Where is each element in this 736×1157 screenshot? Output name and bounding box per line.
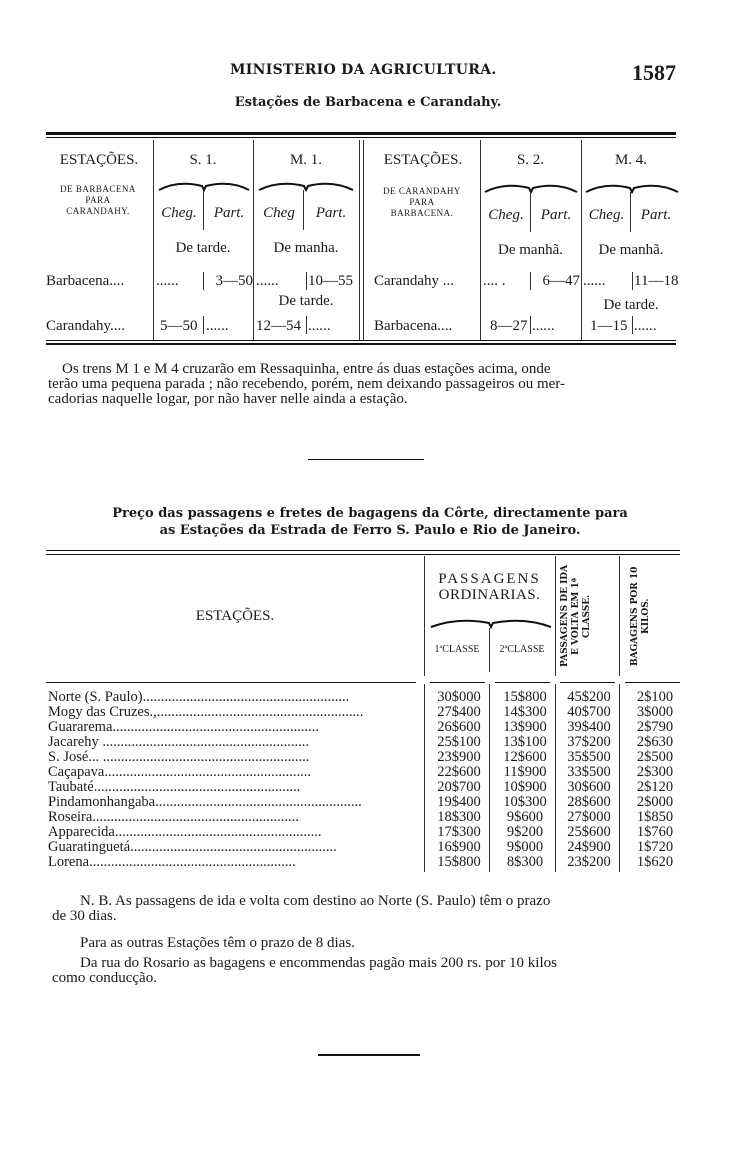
table1-top-rule [46, 132, 676, 135]
table1-top-rule-thin [46, 137, 676, 138]
time-cell: 12—54 [256, 318, 301, 334]
station-name: Lorena......................................................... [48, 855, 296, 870]
station-name: Mogy das Cruzes.,......................................................... [48, 705, 364, 720]
divider [530, 192, 531, 232]
station-name: Pindamonhangaba......................................................... [48, 795, 362, 810]
label-part: Part. [540, 207, 572, 223]
table-row [48, 855, 688, 870]
price-class2: 11$900 [503, 764, 547, 780]
table1-title: Estações de Barbacena e Carandahy. [234, 95, 502, 110]
brace-icon [430, 617, 552, 629]
price-return: 37$200 [567, 734, 611, 750]
divider [359, 140, 360, 340]
price-class2: 10$900 [503, 779, 547, 795]
period-label: De tarde. [175, 240, 231, 256]
divider [632, 316, 633, 334]
header-underline [495, 682, 550, 683]
station-name: Carandahy.... [46, 318, 125, 334]
brace-icon [585, 182, 679, 194]
table-row [48, 765, 688, 780]
price-class1: 23$900 [437, 749, 481, 765]
station-name: Roseira......................................................... [48, 810, 299, 825]
train-m1: M. 1. [289, 152, 323, 168]
price-baggage: 2$120 [636, 779, 674, 795]
divider [203, 316, 204, 334]
note-line: cadorias naquelle logar, por não haver nelle ainda a estação. [48, 391, 408, 407]
period-label: De manhã. [598, 242, 664, 258]
label-cheg: Cheg [263, 205, 295, 221]
direction-left [42, 184, 154, 217]
station-name: Guaratinguetá......................................................... [48, 840, 337, 855]
col-header-ordinary [424, 571, 555, 603]
price-baggage: 2$000 [636, 794, 674, 810]
price-class1: 20$700 [437, 779, 481, 795]
station-name: Guararema......................................................... [48, 720, 320, 735]
label-cheg: Cheg. [488, 207, 524, 223]
price-class2: 13$900 [503, 719, 547, 735]
divider [530, 272, 531, 290]
divider [303, 190, 304, 230]
direction-line: BARBACENA. [390, 208, 454, 218]
brace-icon [258, 180, 354, 192]
station-name: Barbacena.... [46, 273, 125, 289]
table-row [48, 705, 688, 720]
time-cell: .... . [483, 273, 506, 289]
direction-line: DE BARBACENA [60, 184, 136, 194]
divider [632, 272, 633, 290]
label-part: Part. [640, 207, 672, 223]
price-baggage: 1$760 [636, 824, 674, 840]
label-part: Part. [315, 205, 347, 221]
station-name: Jacarehy ......................................................... [48, 735, 309, 750]
running-title: MINISTERIO DA AGRICULTURA. [230, 62, 497, 78]
divider [555, 556, 556, 676]
other-note: Para as outras Estações têm o prazo de 8 dias. [80, 935, 355, 951]
price-baggage: 2$630 [636, 734, 674, 750]
title-line: Preço das passagens e fretes de bagagens da Côrte, directamente para [112, 506, 628, 521]
nb-line: de 30 dias. [52, 908, 117, 924]
period-label: De tarde. [603, 297, 659, 313]
divider [306, 316, 307, 334]
divider [203, 190, 204, 230]
price-class1: 16$900 [437, 839, 481, 855]
time-cell: ...... [256, 273, 279, 289]
table2-top-rule-2 [46, 554, 680, 555]
station-name: S. José... ......................................................... [48, 750, 310, 765]
price-return: 33$500 [567, 764, 611, 780]
time-cell: 11—18 [634, 273, 679, 289]
table-row [48, 810, 688, 825]
divider [630, 192, 631, 232]
price-class1: 25$100 [437, 734, 481, 750]
header-line: ORDINARIAS. [438, 587, 541, 603]
section-divider [318, 1054, 420, 1056]
table-row [48, 735, 688, 750]
price-class1: 15$800 [437, 854, 481, 870]
table-row [48, 720, 688, 735]
station-name: Caçapava......................................................... [48, 765, 311, 780]
price-class1: 26$600 [437, 719, 481, 735]
header-underline [560, 682, 615, 683]
divider [480, 140, 481, 340]
price-baggage: 2$500 [636, 749, 674, 765]
price-class2: 13$100 [503, 734, 547, 750]
price-return: 25$600 [567, 824, 611, 840]
direction-line: DE CARANDAHY [383, 186, 461, 196]
table1-bottom-rule [46, 343, 676, 345]
time-cell: 8—27 [490, 318, 528, 334]
time-cell: ...... [532, 318, 555, 334]
divider [530, 316, 531, 334]
time-cell: 1—15 [590, 318, 628, 334]
price-class2: 10$300 [503, 794, 547, 810]
table-row [48, 840, 688, 855]
col-header-stations-left: ESTAÇÕES. [59, 152, 139, 168]
price-class2: 14$300 [503, 704, 547, 720]
train-s1: S. 1. [189, 152, 217, 168]
station-name: Apparecida......................................................... [48, 825, 322, 840]
note-line: Os trens M 1 e M 4 cruzarão em Ressaquinha, entre ás duas estações acima, onde [62, 361, 551, 377]
period-label: De tarde. [278, 293, 334, 309]
col-header-stations-right: ESTAÇÕES. [383, 152, 463, 168]
direction-line: CARANDAHY. [66, 206, 130, 216]
station-name: Norte (S. Paulo)......................................................... [48, 690, 350, 705]
price-return: 39$400 [567, 719, 611, 735]
price-baggage: 1$620 [636, 854, 674, 870]
section-divider [308, 459, 424, 460]
station-name: Barbacena.... [374, 318, 453, 334]
price-class1: 18$300 [437, 809, 481, 825]
price-return: 30$600 [567, 779, 611, 795]
table1-note [48, 362, 682, 407]
price-class2: 15$800 [503, 689, 547, 705]
train-m4: M. 4. [614, 152, 648, 168]
brace-icon [484, 182, 578, 194]
price-class1: 22$600 [437, 764, 481, 780]
period-label: De manhã. [498, 242, 563, 258]
price-baggage: 3$000 [636, 704, 674, 720]
price-baggage: 2$790 [636, 719, 674, 735]
time-cell: 5—50 [160, 318, 198, 334]
price-return: 28$600 [567, 794, 611, 810]
price-baggage: 2$300 [636, 764, 674, 780]
label-cheg: Cheg. [588, 207, 625, 223]
header-underline [430, 682, 485, 683]
time-cell: ...... [583, 273, 606, 289]
col-header-stations: ESTAÇÕES. [195, 608, 275, 624]
col-header-baggage: BAGAGENS POR 10 KILOS. [630, 566, 651, 666]
station-name: Taubaté......................................................... [48, 780, 301, 795]
label-part: Part. [213, 205, 245, 221]
price-return: 35$500 [567, 749, 611, 765]
divider [203, 272, 204, 290]
col-header-class2: 2ªCLASSE [499, 644, 545, 655]
price-baggage: 1$850 [636, 809, 674, 825]
price-class1: 30$000 [437, 689, 481, 705]
time-cell: ...... [308, 318, 331, 334]
header-line: PASSAGENS [438, 571, 541, 587]
note-line: terão uma pequena parada ; não recebendo, porém, nem deixando passageiros ou mer- [48, 376, 565, 392]
rua-line: como conducção. [52, 970, 157, 986]
page-number: 1587 [632, 60, 676, 85]
table-row [48, 825, 688, 840]
time-cell: ...... [206, 318, 229, 334]
table-row [48, 795, 688, 810]
price-class2: 8$300 [506, 854, 544, 870]
price-return: 27$000 [567, 809, 611, 825]
header-underline [46, 682, 416, 683]
table-row [48, 780, 688, 795]
divider [619, 556, 620, 676]
train-s2: S. 2. [516, 152, 545, 168]
price-return: 45$200 [567, 689, 611, 705]
price-class2: 9$000 [506, 839, 544, 855]
table2-title [40, 505, 700, 539]
price-class1: 19$400 [437, 794, 481, 810]
col-header-return: PASSAGENS DE IDA E VOLTA EM 1ª CLASSE. [560, 564, 592, 668]
time-cell: 3—50 [215, 273, 253, 289]
price-baggage: 2$100 [636, 689, 674, 705]
table2-top-rule [46, 550, 680, 551]
direction-line: PARA [409, 197, 435, 207]
price-class2: 9$600 [506, 809, 544, 825]
price-baggage: 1$720 [636, 839, 674, 855]
time-cell: 6—47 [542, 273, 580, 289]
table-row [48, 750, 688, 765]
table1-bottom-rule-thin [46, 340, 676, 341]
rua-line: Da rua do Rosario as bagagens e encommendas pagão mais 200 rs. por 10 kilos [80, 955, 557, 971]
time-cell: 10—55 [308, 273, 353, 289]
station-name: Carandahy ... [374, 273, 454, 289]
price-class1: 27$400 [437, 704, 481, 720]
period-label: De manha. [273, 240, 339, 256]
header-underline [625, 682, 680, 683]
direction-right [364, 186, 480, 219]
direction-line: PARA [85, 195, 111, 205]
nb-line: N. B. As passagens de ida e volta com destino ao Norte (S. Paulo) têm o prazo [80, 893, 551, 909]
time-cell: ...... [634, 318, 657, 334]
col-header-class1: 1ªCLASSE [434, 644, 480, 655]
price-class2: 12$600 [503, 749, 547, 765]
price-class2: 9$200 [506, 824, 544, 840]
price-class1: 17$300 [437, 824, 481, 840]
table-row [48, 690, 688, 705]
divider [306, 272, 307, 290]
time-cell: ...... [156, 273, 179, 289]
table2-notes [52, 894, 688, 986]
price-return: 24$900 [567, 839, 611, 855]
brace-icon [158, 180, 250, 192]
divider [363, 140, 364, 340]
label-cheg: Cheg. [161, 205, 197, 221]
price-return: 23$200 [567, 854, 611, 870]
price-return: 40$700 [567, 704, 611, 720]
title-line: as Estações da Estrada de Ferro S. Paulo e Rio de Janeiro. [159, 523, 581, 538]
